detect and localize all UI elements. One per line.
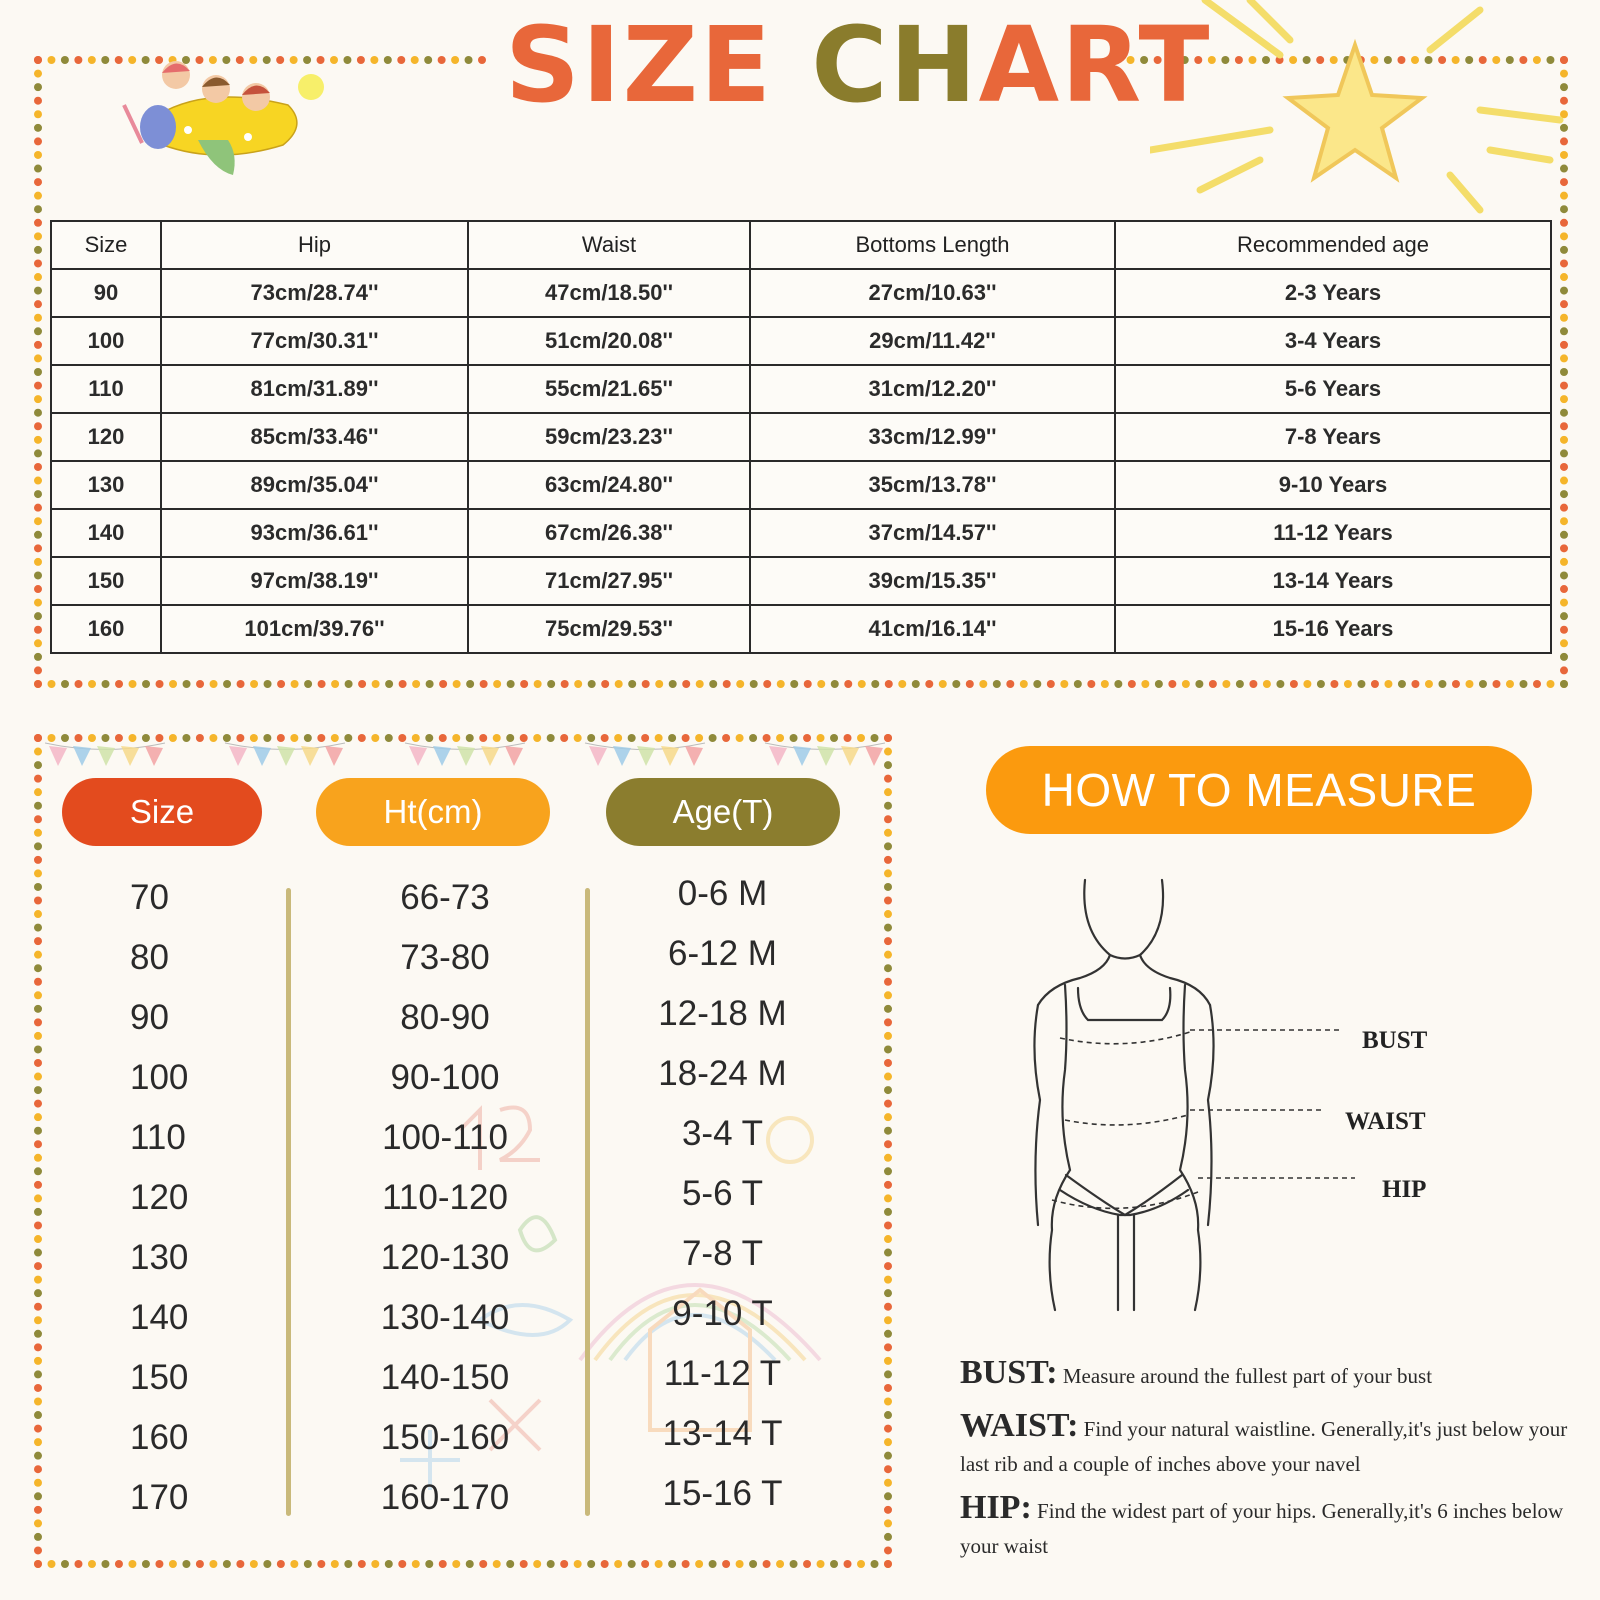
age-item: 6-12 M [668, 934, 777, 973]
waist-label: WAIST [1345, 1108, 1426, 1135]
cell-recommended-age: 9-10 Years [1115, 461, 1551, 509]
table-header-row [51, 221, 1551, 269]
cell-recommended-age: 13-14 Years [1115, 557, 1551, 605]
age-item: 11-12 T [663, 1354, 782, 1393]
size-column-header: Size [62, 778, 262, 846]
age-item: 7-8 T [681, 1234, 764, 1273]
cell-size: 140 [51, 509, 161, 557]
table-row [51, 413, 1551, 461]
height-list [340, 868, 550, 1528]
size-item: 160 [130, 1418, 189, 1457]
table-row [51, 269, 1551, 317]
cell-waist: 67cm/26.38'' [468, 509, 750, 557]
size-measurements-table [50, 220, 1552, 654]
table-row [51, 605, 1551, 653]
age-item: 18-24 M [658, 1054, 787, 1093]
height-item: 150-160 [380, 1418, 510, 1457]
header-waist: Waist [468, 221, 750, 269]
cell-waist: 51cm/20.08'' [468, 317, 750, 365]
title-part: ART [978, 4, 1212, 126]
height-item: 80-90 [400, 998, 490, 1037]
title-part: CH [811, 4, 979, 126]
age-item: 5-6 T [681, 1174, 764, 1213]
size-item: 70 [130, 878, 169, 917]
cell-hip: 93cm/36.61'' [161, 509, 468, 557]
cell-recommended-age: 5-6 Years [1115, 365, 1551, 413]
cell-hip: 97cm/38.19'' [161, 557, 468, 605]
cell-recommended-age: 11-12 Years [1115, 509, 1551, 557]
star-icon [1150, 0, 1590, 220]
header-recommended-age: Recommended age [1115, 221, 1551, 269]
height-item: 73-80 [400, 938, 490, 977]
height-item: 160-170 [380, 1478, 510, 1517]
guide-bust [960, 1355, 1580, 1394]
table-row [51, 317, 1551, 365]
cell-size: 150 [51, 557, 161, 605]
cell-recommended-age: 15-16 Years [1115, 605, 1551, 653]
table-row [51, 461, 1551, 509]
column-divider [286, 888, 291, 1516]
guide-term: BUST: [960, 1354, 1058, 1391]
hip-label: HIP [1382, 1176, 1427, 1203]
cell-hip: 73cm/28.74'' [161, 269, 468, 317]
measuring-guide [960, 1355, 1580, 1564]
guide-text: Find your natural waistline. Generally,it's just below your last rib and a couple of inches above your navel [960, 1417, 1568, 1476]
cell-size: 160 [51, 605, 161, 653]
cell-bottoms-length: 39cm/15.35'' [750, 557, 1115, 605]
height-item: 130-140 [380, 1298, 510, 1337]
age-item: 3-4 T [681, 1114, 764, 1153]
height-item: 90-100 [390, 1058, 500, 1097]
cell-recommended-age: 3-4 Years [1115, 317, 1551, 365]
age-item: 13-14 T [662, 1414, 783, 1453]
cell-hip: 85cm/33.46'' [161, 413, 468, 461]
header-hip: Hip [161, 221, 468, 269]
height-item: 66-73 [400, 878, 490, 917]
guide-text: Measure around the fullest part of your bust [1062, 1364, 1433, 1388]
size-item: 120 [130, 1178, 189, 1217]
height-column-header: Ht(cm) [316, 778, 550, 846]
table-row [51, 557, 1551, 605]
bunting-flags [45, 738, 885, 778]
cell-bottoms-length: 31cm/12.20'' [750, 365, 1115, 413]
age-item: 12-18 M [658, 994, 787, 1033]
age-item: 9-10 T [672, 1294, 773, 1333]
cell-size: 100 [51, 317, 161, 365]
cell-size: 110 [51, 365, 161, 413]
cell-waist: 59cm/23.23'' [468, 413, 750, 461]
cell-size: 130 [51, 461, 161, 509]
cell-waist: 75cm/29.53'' [468, 605, 750, 653]
size-chart-title [505, 4, 1212, 126]
size-item: 130 [130, 1238, 189, 1277]
cell-bottoms-length: 35cm/13.78'' [750, 461, 1115, 509]
header-size: Size [51, 221, 161, 269]
cell-waist: 63cm/24.80'' [468, 461, 750, 509]
size-item: 170 [130, 1478, 189, 1517]
cell-hip: 101cm/39.76'' [161, 605, 468, 653]
height-item: 140-150 [380, 1358, 510, 1397]
size-item: 90 [130, 998, 169, 1037]
guide-waist [960, 1408, 1580, 1482]
size-item: 150 [130, 1358, 189, 1397]
height-item: 100-110 [382, 1118, 508, 1157]
header-bottoms-length: Bottoms Length [750, 221, 1115, 269]
guide-hip [960, 1490, 1580, 1564]
size-item: 80 [130, 938, 169, 977]
age-column-header: Age(T) [606, 778, 840, 846]
table-row [51, 509, 1551, 557]
size-item: 140 [130, 1298, 189, 1337]
age-item: 0-6 M [677, 874, 768, 913]
cell-hip: 77cm/30.31'' [161, 317, 468, 365]
size-item: 110 [130, 1118, 186, 1157]
kids-airplane-illustration [118, 45, 333, 185]
height-item: 120-130 [380, 1238, 510, 1277]
guide-term: WAIST: [960, 1407, 1079, 1444]
body-outline-figure [1010, 870, 1450, 1320]
how-to-measure-title: HOW TO MEASURE [986, 746, 1532, 834]
cell-waist: 71cm/27.95'' [468, 557, 750, 605]
column-divider [585, 888, 590, 1516]
cell-recommended-age: 7-8 Years [1115, 413, 1551, 461]
cell-size: 90 [51, 269, 161, 317]
guide-text: Find the widest part of your hips. Generally,it's 6 inches below your waist [960, 1499, 1564, 1558]
title-part: SIZE [505, 4, 812, 126]
bust-label: BUST [1362, 1027, 1428, 1054]
size-list [105, 868, 225, 1528]
cell-size: 120 [51, 413, 161, 461]
size-item: 100 [130, 1058, 189, 1097]
cell-bottoms-length: 29cm/11.42'' [750, 317, 1115, 365]
cell-waist: 55cm/21.65'' [468, 365, 750, 413]
guide-term: HIP: [960, 1489, 1032, 1526]
height-item: 110-120 [382, 1178, 508, 1217]
cell-recommended-age: 2-3 Years [1115, 269, 1551, 317]
cell-hip: 89cm/35.04'' [161, 461, 468, 509]
cell-waist: 47cm/18.50'' [468, 269, 750, 317]
table-row [51, 365, 1551, 413]
age-list [620, 864, 825, 1524]
cell-bottoms-length: 33cm/12.99'' [750, 413, 1115, 461]
cell-bottoms-length: 37cm/14.57'' [750, 509, 1115, 557]
cell-bottoms-length: 27cm/10.63'' [750, 269, 1115, 317]
age-item: 15-16 T [662, 1474, 783, 1513]
cell-hip: 81cm/31.89'' [161, 365, 468, 413]
cell-bottoms-length: 41cm/16.14'' [750, 605, 1115, 653]
